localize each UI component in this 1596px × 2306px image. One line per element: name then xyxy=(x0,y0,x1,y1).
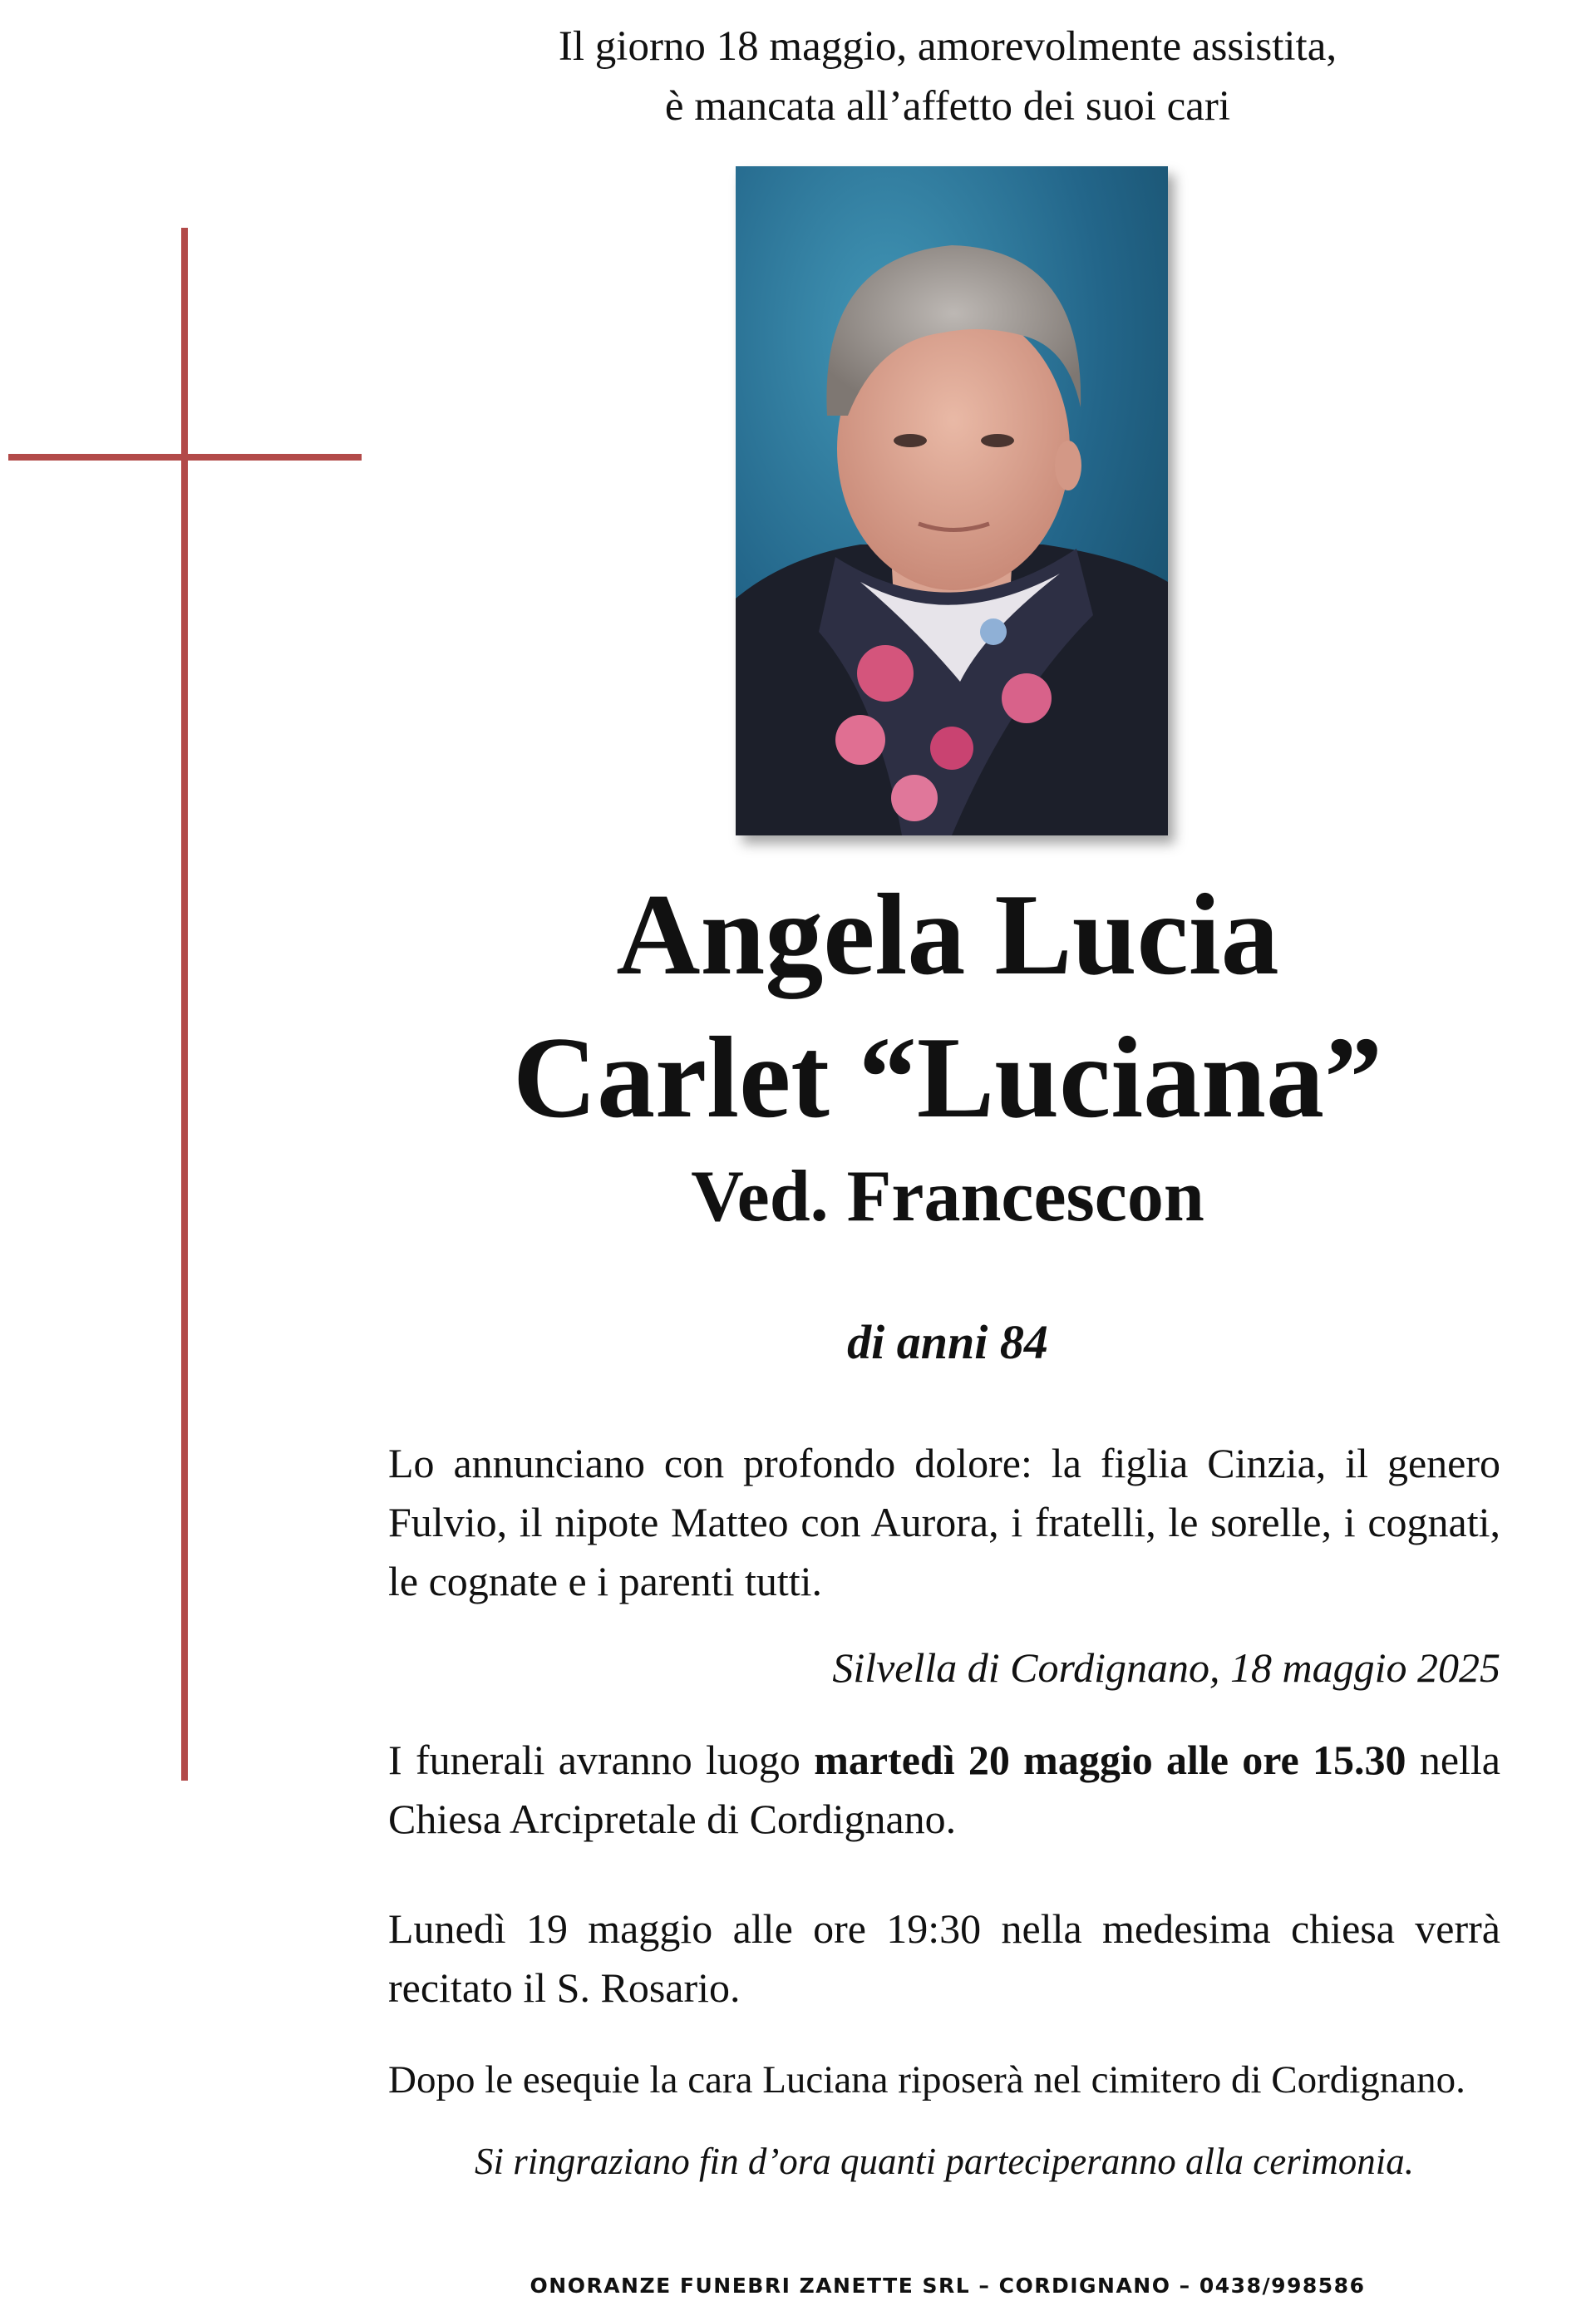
funeral-paragraph xyxy=(388,1731,1500,1849)
deceased-name-line-1: Angela Lucia xyxy=(616,870,1279,999)
rosary-paragraph: Lunedì 19 maggio alle ore 19:30 nella medesima chiesa verrà recitato il S. Rosario. xyxy=(388,1905,1500,2011)
announcement-paragraph: Lo annunciano con profondo dolore: la figlia Cinzia, il genero Fulvio, il nipote Matteo con Aurora, i fratelli, le sorelle, i cognati, le cognate e i parenti tutti. xyxy=(388,1440,1500,1604)
funeral-date-time: martedì 20 maggio alle ore 15.30 xyxy=(814,1737,1406,1783)
age-text: di anni 84 xyxy=(847,1315,1048,1369)
intro-line-2: è mancata all’affetto dei suoi cari xyxy=(664,83,1231,130)
funeral-text-suffix: nella Chiesa Arcipretale di Cordignano. xyxy=(388,1737,1501,1842)
portrait-illustration xyxy=(736,166,1168,835)
portrait-photo xyxy=(736,166,1168,835)
cross-horizontal-bar xyxy=(8,454,362,461)
thanks-text: Si ringraziano fin d’ora quanti parteciperanno alla cerimonia. xyxy=(475,2141,1414,2182)
funeral-text-prefix: I funerali avranno luogo xyxy=(388,1737,815,1783)
intro-text xyxy=(366,17,1530,136)
deceased-name-line-2: Carlet “Luciana” xyxy=(512,1013,1383,1142)
funeral-home-footer: ONORANZE FUNEBRI ZANETTE SRL – CORDIGNANO – 0438/998586 xyxy=(530,2274,1366,2298)
deceased-widow-line: Ved. Francescon xyxy=(691,1156,1204,1237)
place-date: Silvella di Cordignano, 18 maggio 2025 xyxy=(832,1644,1500,1691)
burial-paragraph: Dopo le esequie la cara Luciana riposerà nel cimitero di Cordignano. xyxy=(388,2058,1465,2102)
cross-vertical-bar xyxy=(181,228,188,1781)
intro-line-1: Il giorno 18 maggio, amorevolmente assistita, xyxy=(558,23,1337,70)
